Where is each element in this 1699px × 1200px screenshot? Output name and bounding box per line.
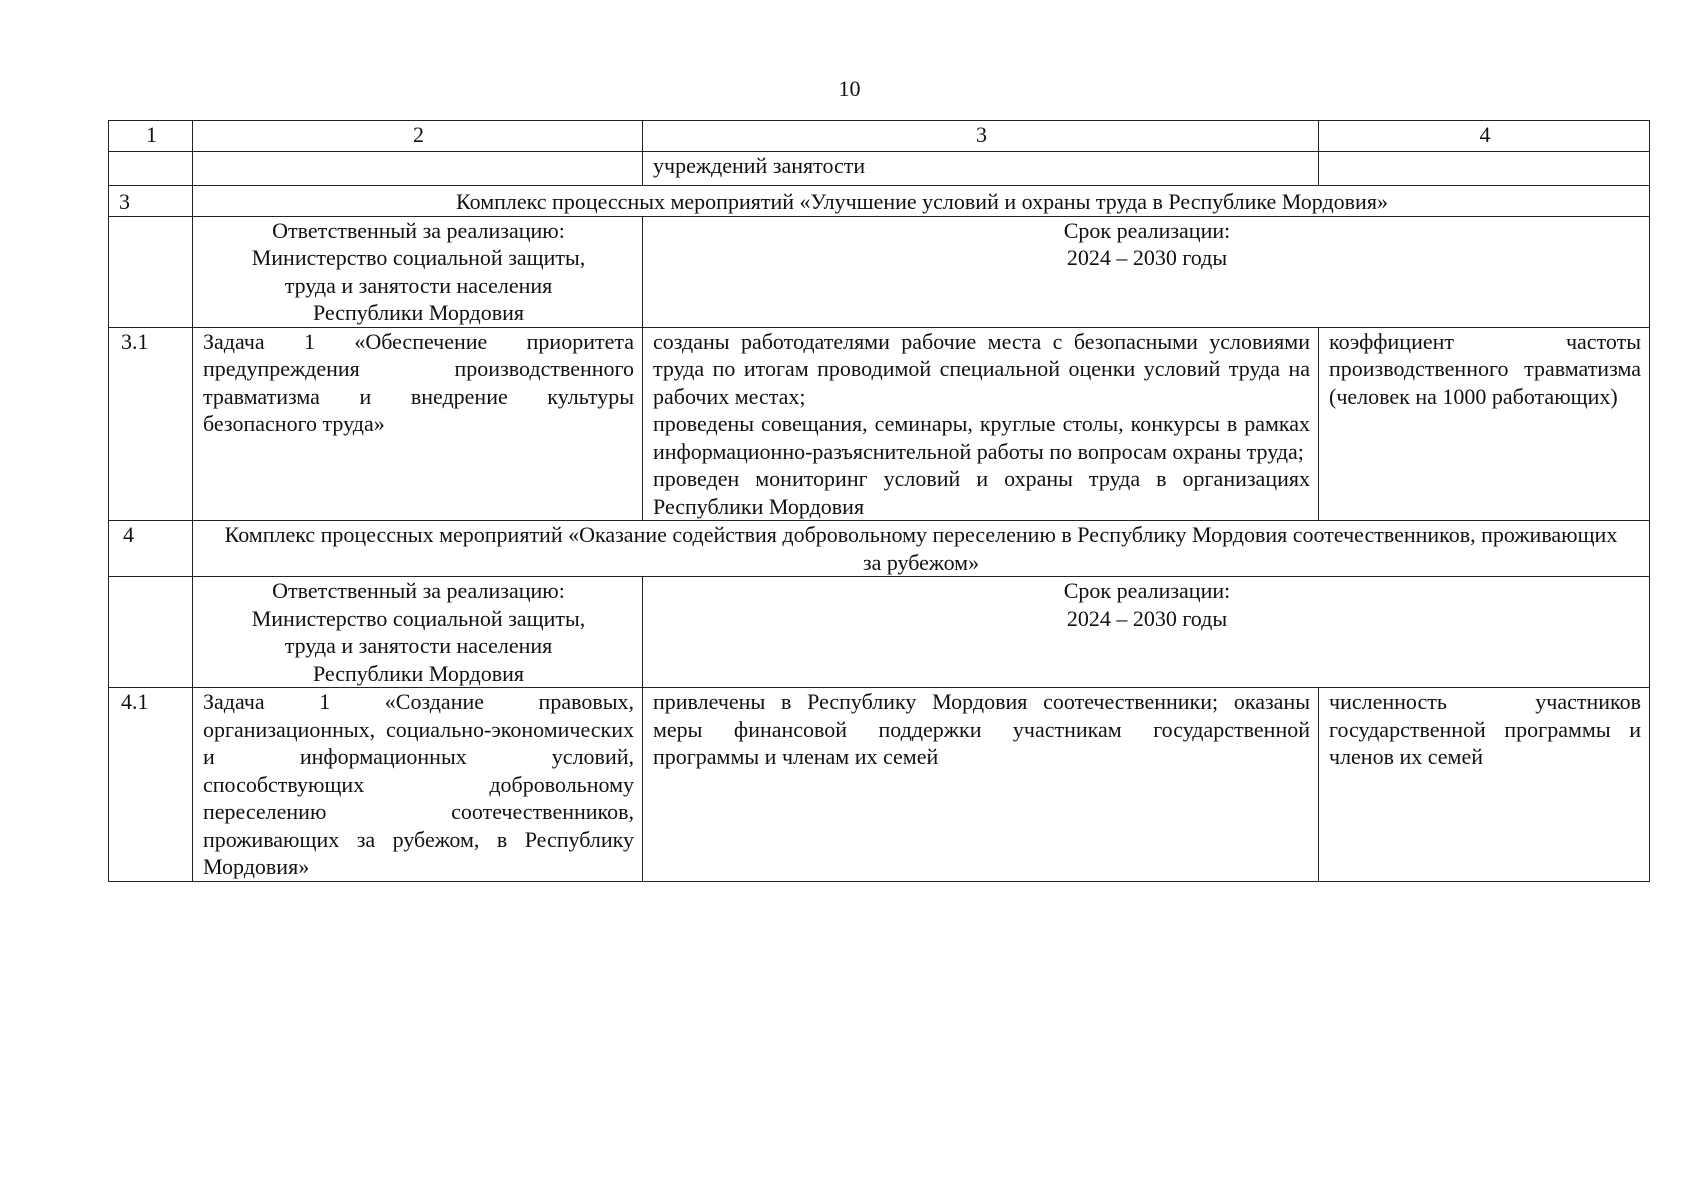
task-number: 3.1 <box>109 327 193 521</box>
responsible-row <box>109 216 1650 327</box>
section-number: 4 <box>109 521 193 577</box>
responsible-line: труда и занятости населения <box>284 633 553 658</box>
section-title: Комплекс процессных мероприятий «Улучшение условий и охраны труда в Республике Мордовия» <box>193 186 1650 217</box>
task-number: 4.1 <box>109 688 193 882</box>
page-number: 10 <box>838 76 861 101</box>
responsible-line: Республики Мордовия <box>312 660 525 686</box>
continuation-text: учреждений занятости <box>643 152 1319 186</box>
responsible-line: Министерство социальной защиты, <box>251 605 586 631</box>
task-indicator: численность участников государственной программы и членов их семей <box>1319 688 1650 882</box>
responsible-label: Ответственный за реализацию: <box>272 217 565 243</box>
task-indicator: коэффициент частоты производственного травматизма (человек на 1000 работающих) <box>1319 327 1650 521</box>
responsible-line: Министерство социальной защиты, <box>251 245 586 270</box>
term-cell <box>643 216 1650 327</box>
term-value: 2024 – 2030 годы <box>1066 605 1228 631</box>
term-value: 2024 – 2030 годы <box>1066 245 1228 270</box>
continuation-row <box>109 152 1650 186</box>
program-table <box>108 120 1650 882</box>
task-name: Задача 1 «Создание правовых, организационных, социально-экономических и информационных условий, способствующих добровольному переселению соотечественников, проживающих за рубежом, в Республику Мордовия» <box>193 688 643 882</box>
column-number-1: 1 <box>109 121 193 152</box>
section-number: 3 <box>109 186 193 217</box>
column-number-2: 2 <box>193 121 643 152</box>
section-title: Комплекс процессных мероприятий «Оказание содействия добровольному переселению в Республику Мордовия соотечественников, проживающих за рубежом» <box>193 521 1650 577</box>
task-results <box>643 688 1319 882</box>
task-row <box>109 327 1650 521</box>
task-name: Задача 1 «Обеспечение приоритета предупреждения производственного травматизма и внедрение культуры безопасного труда» <box>193 327 643 521</box>
task-row <box>109 688 1650 882</box>
responsible-label: Ответственный за реализацию: <box>272 578 565 603</box>
result-item: проведен мониторинг условий и охраны труда в организациях Республики Мордовия <box>653 466 1310 519</box>
result-item: привлечены в Республику Мордовия соотечественники; оказаны меры финансовой поддержки участникам государственной программы и членам их семей <box>653 689 1310 769</box>
responsible-cell <box>193 216 643 327</box>
result-item: проведены совещания, семинары, круглые столы, конкурсы в рамках информационно-разъяснительной работы по вопросам охраны труда; <box>653 411 1310 464</box>
term-label: Срок реализации: <box>1063 217 1231 243</box>
term-cell <box>643 577 1650 688</box>
column-number-3: 3 <box>643 121 1319 152</box>
table-header-row <box>109 121 1650 152</box>
result-item: созданы работодателями рабочие места с безопасными условиями труда по итогам проводимой специальной оценки условий труда на рабочих местах; <box>653 328 1310 409</box>
task-results <box>643 327 1319 521</box>
section-row <box>109 521 1650 577</box>
responsible-cell <box>193 577 643 688</box>
responsible-line: труда и занятости населения <box>284 272 553 298</box>
responsible-line: Республики Мордовия <box>312 300 525 325</box>
column-number-4: 4 <box>1319 121 1650 152</box>
term-label: Срок реализации: <box>1063 578 1231 603</box>
responsible-row <box>109 577 1650 688</box>
section-row <box>109 186 1650 217</box>
